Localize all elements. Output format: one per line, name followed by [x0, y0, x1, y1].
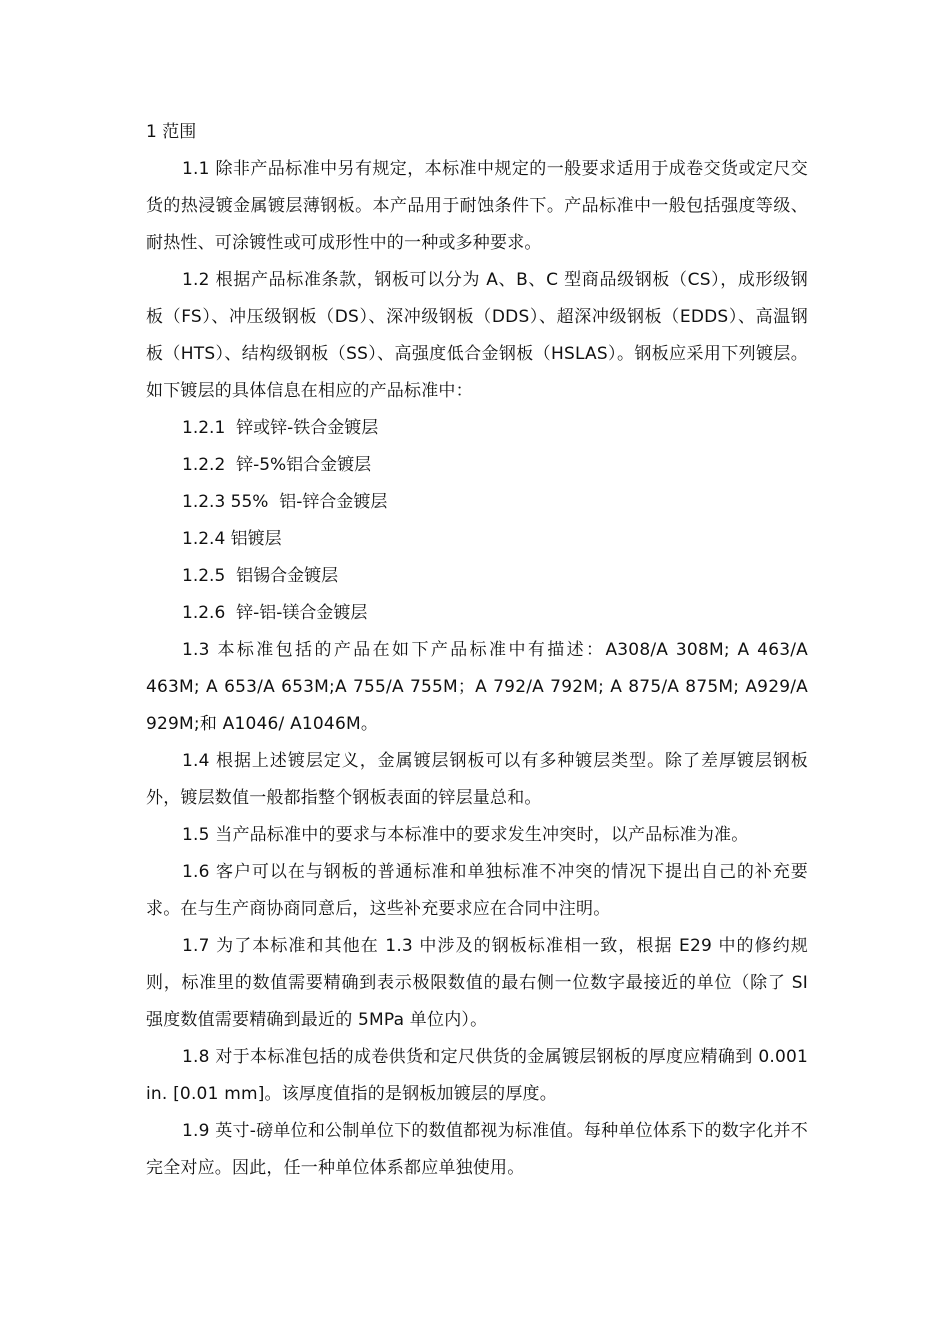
paragraph-1-9: 1.9 英寸-磅单位和公制单位下的数值都视为标准值。每种单位体系下的数字化并不完全对应。因此，任一种单位体系都应单独使用。 — [146, 1121, 808, 1178]
paragraph-1-6: 1.6 客户可以在与钢板的普通标准和单独标准不冲突的情况下提出自己的补充要求。在与生产商协商同意后，这些补充要求应在合同中注明。 — [146, 862, 808, 919]
paragraph-1-2: 1.2 根据产品标准条款，钢板可以分为 A、B、C 型商品级钢板（CS），成形级钢板（FS）、冲压级钢板（DS）、深冲级钢板（DDS）、超深冲级钢板（EDDS）、高温钢板（HTS）、结构级钢板（SS）、高强度低合金钢板（HSLAS）。钢板应采用下列镀层。如下镀层的具体信息在相应的产品标准中： — [146, 270, 808, 401]
document-body — [146, 114, 808, 1187]
paragraph-1-5: 1.5 当产品标准中的要求与本标准中的要求发生冲突时，以产品标准为准。 — [182, 825, 749, 845]
paragraph-1-8: 1.8 对于本标准包括的成卷供货和定尺供货的金属镀层钢板的厚度应精确到 0.001 in. [0.01 mm]。该厚度值指的是钢板加镀层的厚度。 — [146, 1047, 808, 1104]
list-item-1-2-1: 1.2.1 锌或锌-铁合金镀层 — [182, 418, 379, 438]
list-item-1-2-3: 1.2.3 55% 铝-锌合金镀层 — [182, 492, 388, 512]
list-item-1-2-2: 1.2.2 锌-5%铝合金镀层 — [182, 455, 372, 475]
paragraph-1-3: 1.3 本标准包括的产品在如下产品标准中有描述：A308/A 308M; A 463/A 463M; A 653/A 653M;A 755/A 755M；A 792/A 792M; A 875/A 875M; A929/A 929M;和 A1046/ A1046M。 — [146, 640, 808, 734]
section-heading: 1 范围 — [146, 122, 197, 142]
paragraph-1-4: 1.4 根据上述镀层定义，金属镀层钢板可以有多种镀层类型。除了差厚镀层钢板外，镀层数值一般都指整个钢板表面的锌层量总和。 — [146, 751, 808, 808]
list-item-1-2-6: 1.2.6 锌-铝-镁合金镀层 — [182, 603, 368, 623]
paragraph-1-7: 1.7 为了本标准和其他在 1.3 中涉及的钢板标准相一致，根据 E29 中的修约规则，标准里的数值需要精确到表示极限数值的最右侧一位数字最接近的单位（除了 SI 强度数值需要精确到最近的 5MPa 单位内）。 — [146, 936, 808, 1030]
paragraph-1-1: 1.1 除非产品标准中另有规定，本标准中规定的一般要求适用于成卷交货或定尺交货的热浸镀金属镀层薄钢板。本产品用于耐蚀条件下。产品标准中一般包括强度等级、耐热性、可涂镀性或可成形性中的一种或多种要求。 — [146, 159, 808, 253]
list-item-1-2-5: 1.2.5 铝锡合金镀层 — [182, 566, 339, 586]
list-item-1-2-4: 1.2.4 铝镀层 — [182, 529, 282, 549]
